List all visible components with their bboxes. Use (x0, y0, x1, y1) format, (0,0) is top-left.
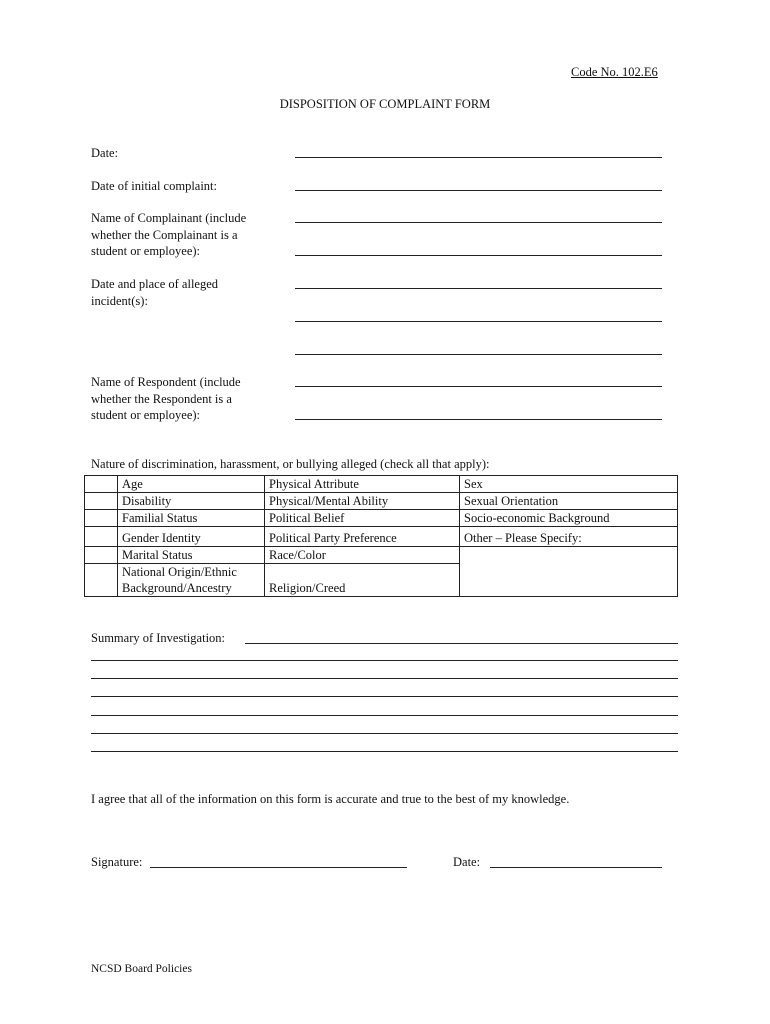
table-row (85, 547, 678, 564)
category-cell[interactable]: Sex (460, 476, 678, 493)
signature-date-line[interactable] (490, 867, 662, 868)
checkbox-cell[interactable] (85, 564, 118, 597)
category-cell[interactable]: Other – Please Specify: (460, 527, 678, 547)
initial-complaint-line[interactable] (295, 190, 662, 191)
complainant-line-2[interactable] (295, 255, 662, 256)
respondent-line-2[interactable] (295, 419, 662, 420)
signature-label: Signature: (91, 855, 143, 869)
other-specify-cell[interactable] (460, 547, 678, 597)
summary-line-7[interactable] (91, 751, 678, 752)
table-row (85, 527, 678, 547)
checkbox-cell[interactable] (85, 510, 118, 527)
summary-label: Summary of Investigation: (91, 631, 226, 645)
nature-label: Nature of discrimination, harassment, or bullying alleged (check all that apply): (91, 457, 490, 471)
footer-text: NCSD Board Policies (91, 963, 192, 975)
table-row (85, 476, 678, 493)
category-cell: Age (118, 476, 265, 493)
category-cell: Familial Status (118, 510, 265, 527)
date-label: Date: (91, 146, 119, 160)
summary-line-1[interactable] (245, 643, 678, 644)
category-cell[interactable]: Socio-economic Background (460, 510, 678, 527)
date-line[interactable] (295, 157, 662, 158)
checkbox-cell[interactable] (85, 547, 118, 564)
checkbox-cell[interactable] (85, 493, 118, 510)
respondent-line-1[interactable] (295, 386, 662, 387)
initial-complaint-label: Date of initial complaint: (91, 179, 218, 193)
category-cell[interactable]: Sexual Orientation (460, 493, 678, 510)
nature-table (84, 475, 678, 597)
summary-line-3[interactable] (91, 678, 678, 679)
respondent-label: Name of Respondent (include whether the Respondent is a student or employee): (91, 375, 241, 422)
category-cell[interactable]: Physical Attribute (265, 476, 460, 493)
table-row (85, 510, 678, 527)
checkbox-cell[interactable] (85, 476, 118, 493)
incident-line-1[interactable] (295, 288, 662, 289)
summary-line-5[interactable] (91, 715, 678, 716)
checkbox-cell[interactable] (85, 527, 118, 547)
table-row (85, 493, 678, 510)
agreement-statement: I agree that all of the information on this form is accurate and true to the best of my knowledge. (91, 792, 570, 806)
summary-line-6[interactable] (91, 733, 678, 734)
summary-line-2[interactable] (91, 660, 678, 661)
category-cell: Marital Status (118, 547, 265, 564)
category-cell[interactable]: Physical/Mental Ability (265, 493, 460, 510)
code-number: Code No. 102.E6 (571, 65, 658, 79)
category-cell[interactable]: Political Party Preference (265, 527, 460, 547)
category-cell[interactable]: Political Belief (265, 510, 460, 527)
incident-line-3[interactable] (295, 354, 662, 355)
complainant-line-1[interactable] (295, 222, 662, 223)
category-cell: National Origin/Ethnic Background/Ancestry (118, 564, 265, 597)
signature-date-label: Date: (453, 855, 481, 869)
category-cell: Disability (118, 493, 265, 510)
category-cell[interactable]: Race/Color (265, 547, 460, 564)
signature-line[interactable] (150, 867, 407, 868)
incident-line-2[interactable] (295, 321, 662, 322)
complainant-label: Name of Complainant (include whether the Complainant is a student or employee): (91, 211, 247, 258)
category-cell[interactable]: Religion/Creed (265, 564, 460, 597)
summary-line-4[interactable] (91, 696, 678, 697)
category-cell: Gender Identity (118, 527, 265, 547)
form-title: DISPOSITION OF COMPLAINT FORM (279, 97, 491, 111)
incident-label: Date and place of alleged incident(s): (91, 277, 219, 308)
